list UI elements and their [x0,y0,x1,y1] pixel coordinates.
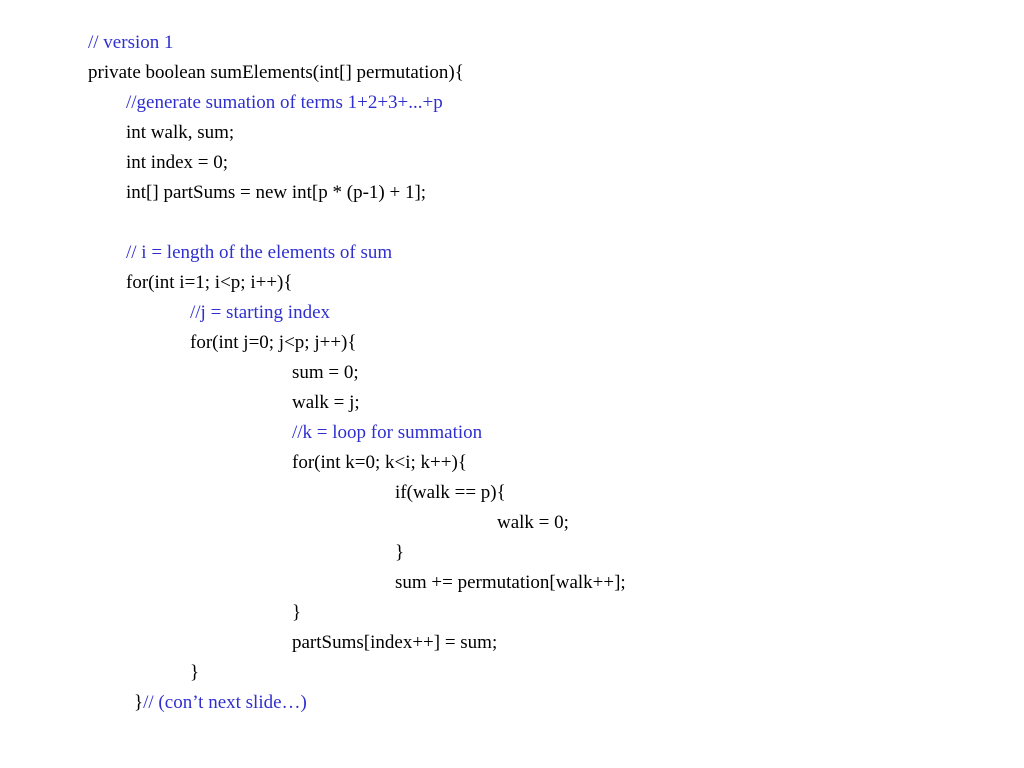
code-line-declare-index: int index = 0; [126,152,229,173]
code-line-for-i: for(int i=1; i<p; i++){ [126,272,293,293]
code-line-for-k-close: } [292,602,302,623]
code-line-i-comment: // i = length of the elements of sum [126,242,393,263]
code-line-generate-comment: //generate sumation of terms 1+2+3+...+p [126,92,443,113]
code-line-k-comment: //k = loop for summation [292,422,483,443]
code-line-sum-accumulate: sum += permutation[walk++]; [395,572,626,593]
code-line-continued [134,688,307,718]
continued-comment: // (con’t next slide…) [143,692,307,713]
code-line-method-signature: private boolean sumElements(int[] permutation){ [88,62,464,83]
code-line-partsums-assign: partSums[index++] = sum; [292,632,498,653]
code-line-for-j: for(int j=0; j<p; j++){ [190,332,357,353]
code-line-version-comment: // version 1 [88,32,174,53]
code-line-declare-walk-sum: int walk, sum; [126,122,235,143]
code-line-walk-assign: walk = j; [292,392,360,413]
closing-brace: } [134,692,144,713]
code-line-if-close: } [395,542,405,563]
code-line-for-j-close: } [190,662,200,683]
code-line-declare-partsums: int[] partSums = new int[p * (p-1) + 1]; [126,182,427,203]
code-line-sum-reset: sum = 0; [292,362,359,383]
code-line-j-comment: //j = starting index [190,302,331,323]
code-line-if-walk: if(walk == p){ [395,482,506,503]
code-line-for-k: for(int k=0; k<i; k++){ [292,452,467,473]
code-line-walk-reset: walk = 0; [497,512,569,533]
